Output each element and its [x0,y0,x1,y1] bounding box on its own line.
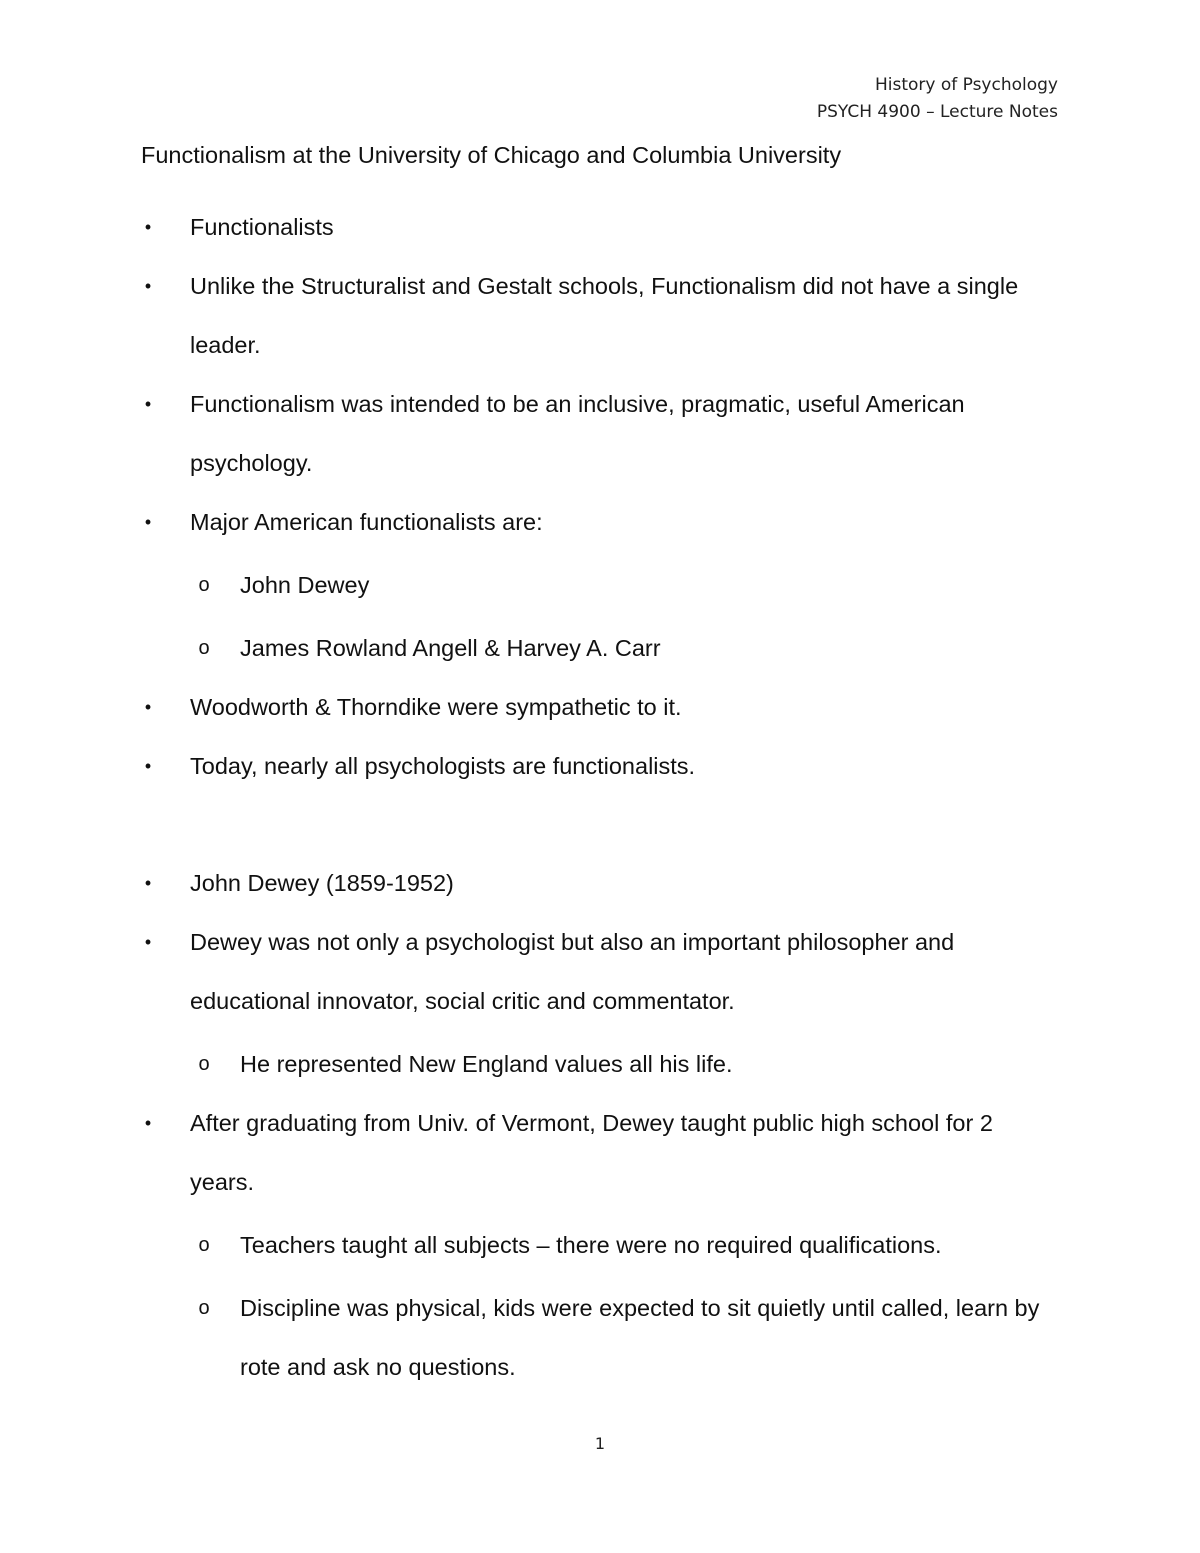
bullet-item [141,257,1061,375]
bullet-text: Today, nearly all psychologists are functionalists. [190,753,696,779]
header-subtitle: PSYCH 4900 – Lecture Notes [816,102,1058,122]
bullet-text: Woodworth & Thorndike were sympathetic to it. [190,694,682,720]
sub-bullet-item [141,556,1061,615]
bullet-icon: • [144,276,152,296]
bullet-item [141,678,1061,737]
sub-bullet-text: He represented New England values all his life. [240,1051,733,1077]
bullet-item [141,198,1061,257]
bullet-text: Functionalists [190,214,334,240]
header-course-title: History of Psychology [874,75,1058,95]
sub-bullet-item [141,1279,1061,1397]
bullet-icon: • [144,697,152,717]
document-title: Functionalism at the University of Chicago and Columbia University [141,142,842,168]
bullet-text: Functionalism was intended to be an inclusive, pragmatic, useful American psychology. [190,391,965,476]
bullet-text: John Dewey (1859-1952) [190,870,454,896]
circle-bullet-icon: o [198,1053,210,1075]
sub-bullet-text: James Rowland Angell & Harvey A. Carr [240,635,661,661]
bullet-icon: • [144,932,152,952]
bullet-item [141,737,1061,796]
sub-bullet-item [141,1216,1061,1275]
bullet-item [141,854,1061,913]
bullet-icon: • [144,873,152,893]
bullet-text: Dewey was not only a psychologist but also an important philosopher and educational innovator, social critic and commentator. [190,929,955,1014]
circle-bullet-icon: o [198,1297,210,1319]
sub-bullet-text: John Dewey [240,572,370,598]
page-number: 1 [594,1434,606,1453]
bullet-icon: • [144,512,152,532]
bullet-icon: • [144,756,152,776]
bullet-icon: • [144,217,152,237]
circle-bullet-icon: o [198,574,210,596]
circle-bullet-icon: o [198,1234,210,1256]
sub-bullet-item [141,1035,1061,1094]
page-header [817,72,1058,126]
bullet-text: Unlike the Structuralist and Gestalt schools, Functionalism did not have a single leader. [190,273,1019,358]
bullet-item [141,913,1061,1031]
document-body [141,140,1061,1397]
bullet-item [141,1094,1061,1212]
bullet-icon: • [144,1113,152,1133]
bullet-text: Major American functionalists are: [190,509,543,535]
bullet-item [141,375,1061,493]
sub-bullet-text: Teachers taught all subjects – there were no required qualifications. [240,1232,942,1258]
section-spacer [141,796,1061,854]
bullet-text: After graduating from Univ. of Vermont, Dewey taught public high school for 2 years. [190,1110,993,1195]
bullet-icon: • [144,394,152,414]
bullet-item [141,493,1061,552]
sub-bullet-text: Discipline was physical, kids were expected to sit quietly until called, learn by rote and ask no questions. [240,1295,1040,1380]
sub-bullet-item [141,619,1061,678]
circle-bullet-icon: o [198,637,210,659]
